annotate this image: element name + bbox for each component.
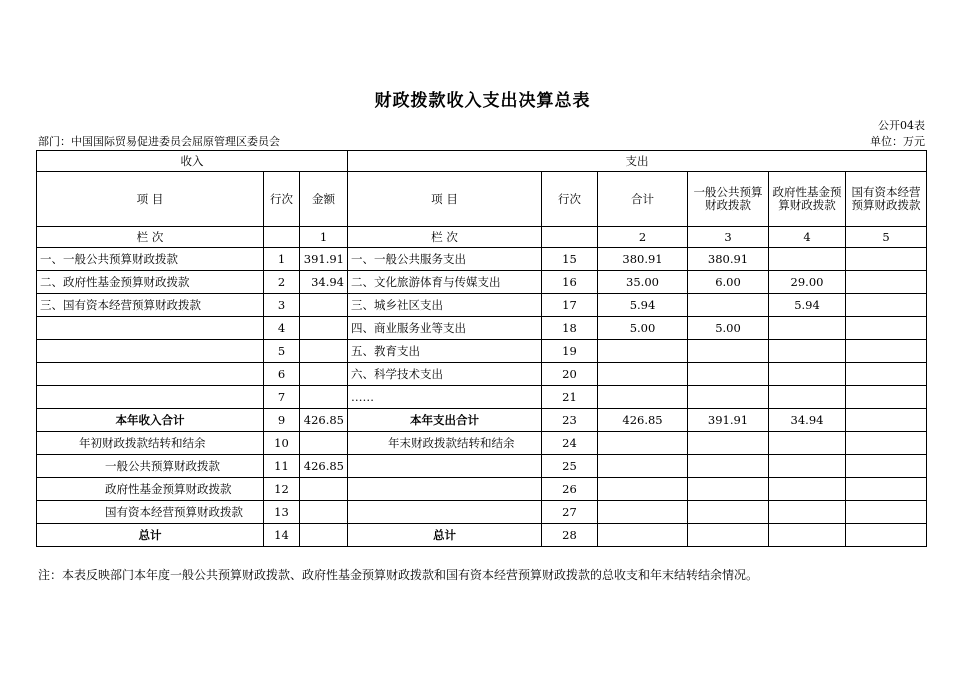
expense-item-cell: 总计 [348, 524, 542, 547]
income-line-no-cell: 1 [264, 248, 300, 271]
income-col-empty [264, 227, 300, 248]
state-capital-cell [846, 248, 927, 271]
income-item-cell: 年初财政拨款结转和结余 [37, 432, 264, 455]
expense-line-no-cell: 25 [542, 455, 598, 478]
income-item-cell: 一般公共预算财政拨款 [37, 455, 264, 478]
income-line-no-cell: 2 [264, 271, 300, 294]
table-row [37, 478, 927, 501]
expense-item-cell [348, 478, 542, 501]
general-budget-cell: 5.00 [688, 317, 769, 340]
general-budget-cell [688, 524, 769, 547]
page-title: 财政拨款收入支出决算总表 [374, 91, 591, 111]
income-amount-cell [300, 363, 348, 386]
fund-budget-cell [769, 340, 846, 363]
general-budget-cell: 6.00 [688, 271, 769, 294]
income-item-cell: 国有资本经营预算财政拨款 [37, 501, 264, 524]
total-amount-cell [598, 501, 688, 524]
income-amount-cell: 34.94 [300, 271, 348, 294]
income-item-header: 项 目 [37, 172, 264, 227]
expense-line-no-cell: 23 [542, 409, 598, 432]
income-line-no-cell: 5 [264, 340, 300, 363]
income-amount-cell [300, 432, 348, 455]
expense-line-no-header: 行次 [542, 172, 598, 227]
income-amount-header: 金额 [300, 172, 348, 227]
income-amount-cell [300, 317, 348, 340]
income-item-cell: 三、国有资本经营预算财政拨款 [37, 294, 264, 317]
income-item-cell: 总计 [37, 524, 264, 547]
general-budget-cell [688, 340, 769, 363]
state-capital-cell [846, 340, 927, 363]
fund-budget-cell: 34.94 [769, 409, 846, 432]
expense-item-cell: 本年支出合计 [348, 409, 542, 432]
income-line-no-cell: 12 [264, 478, 300, 501]
general-budget-cell [688, 432, 769, 455]
total-amount-cell [598, 478, 688, 501]
income-amount-cell [300, 478, 348, 501]
fund-budget-cell: 5.94 [769, 294, 846, 317]
state-capital-header: 国有资本经营预算财政拨款 [846, 172, 927, 227]
fund-budget-cell [769, 501, 846, 524]
general-budget-cell [688, 478, 769, 501]
state-capital-cell [846, 455, 927, 478]
table-row [37, 294, 927, 317]
expense-line-no-cell: 19 [542, 340, 598, 363]
table-row [37, 386, 927, 409]
department-label: 部门：中国国际贸易促进委员会屈原管理区委员会 [38, 135, 280, 148]
income-amount-cell [300, 340, 348, 363]
column-header-row [37, 172, 927, 227]
expense-line-no-cell: 21 [542, 386, 598, 409]
general-budget-cell [688, 294, 769, 317]
income-line-no-cell: 10 [264, 432, 300, 455]
general-budget-cell: 391.91 [688, 409, 769, 432]
table-row [37, 524, 927, 547]
income-line-no-cell: 6 [264, 363, 300, 386]
state-capital-cell [846, 524, 927, 547]
table-row [37, 455, 927, 478]
table-row [37, 340, 927, 363]
income-amount-cell: 426.85 [300, 455, 348, 478]
column-index-row [37, 227, 927, 248]
income-item-cell [37, 317, 264, 340]
general-budget-cell [688, 455, 769, 478]
income-line-no-cell: 14 [264, 524, 300, 547]
income-line-no-cell: 4 [264, 317, 300, 340]
expense-item-cell: 三、城乡社区支出 [348, 294, 542, 317]
expense-section-header: 支出 [348, 151, 927, 172]
col-index-1: 1 [300, 227, 348, 248]
expense-item-header: 项 目 [348, 172, 542, 227]
state-capital-cell [846, 386, 927, 409]
expense-line-no-cell: 20 [542, 363, 598, 386]
fund-budget-cell: 29.00 [769, 271, 846, 294]
section-header-row [37, 151, 927, 172]
table-row [37, 248, 927, 271]
expense-line-no-cell: 18 [542, 317, 598, 340]
general-budget-cell: 380.91 [688, 248, 769, 271]
table-row [37, 501, 927, 524]
expense-item-cell: 六、科学技术支出 [348, 363, 542, 386]
total-amount-cell [598, 432, 688, 455]
state-capital-cell [846, 271, 927, 294]
fund-budget-cell [769, 432, 846, 455]
table-row [37, 363, 927, 386]
col-index-4: 4 [769, 227, 846, 248]
state-capital-cell [846, 294, 927, 317]
general-budget-cell [688, 363, 769, 386]
expense-item-cell: …… [348, 386, 542, 409]
state-capital-cell [846, 363, 927, 386]
expense-item-cell: 四、商业服务业等支出 [348, 317, 542, 340]
table-body [37, 151, 927, 547]
col-index-3: 3 [688, 227, 769, 248]
total-amount-cell [598, 455, 688, 478]
state-capital-cell [846, 501, 927, 524]
expense-line-no-cell: 17 [542, 294, 598, 317]
expense-line-no-cell: 15 [542, 248, 598, 271]
table-row [37, 432, 927, 455]
expense-item-cell: 一、一般公共服务支出 [348, 248, 542, 271]
income-line-no-header: 行次 [264, 172, 300, 227]
income-item-cell [37, 340, 264, 363]
fund-budget-header: 政府性基金预算财政拨款 [769, 172, 846, 227]
total-amount-cell: 35.00 [598, 271, 688, 294]
total-header: 合计 [598, 172, 688, 227]
state-capital-cell [846, 432, 927, 455]
income-line-no-cell: 9 [264, 409, 300, 432]
unit-label: 单位：万元 [870, 135, 925, 148]
income-col-label: 栏 次 [37, 227, 264, 248]
budget-summary-table [36, 150, 927, 547]
general-budget-header: 一般公共预算财政拨款 [688, 172, 769, 227]
total-amount-cell [598, 524, 688, 547]
expense-col-empty [542, 227, 598, 248]
total-amount-cell: 426.85 [598, 409, 688, 432]
fund-budget-cell [769, 524, 846, 547]
expense-line-no-cell: 27 [542, 501, 598, 524]
total-amount-cell [598, 363, 688, 386]
table-footnote: 注：本表反映部门本年度一般公共预算财政拨款、政府性基金预算财政拨款和国有资本经营预算财政拨款的总收支和年末结转结余情况。 [38, 568, 759, 582]
general-budget-cell [688, 386, 769, 409]
total-amount-cell: 5.94 [598, 294, 688, 317]
total-amount-cell: 380.91 [598, 248, 688, 271]
income-item-cell: 本年收入合计 [37, 409, 264, 432]
income-item-cell: 一、一般公共预算财政拨款 [37, 248, 264, 271]
expense-col-label: 栏 次 [348, 227, 542, 248]
income-amount-cell: 426.85 [300, 409, 348, 432]
total-amount-cell [598, 386, 688, 409]
income-line-no-cell: 13 [264, 501, 300, 524]
income-amount-cell [300, 294, 348, 317]
table-row [37, 317, 927, 340]
col-index-2: 2 [598, 227, 688, 248]
income-item-cell: 二、政府性基金预算财政拨款 [37, 271, 264, 294]
income-item-cell: 政府性基金预算财政拨款 [37, 478, 264, 501]
income-item-cell [37, 386, 264, 409]
fund-budget-cell [769, 248, 846, 271]
form-number: 公开04表 [878, 119, 925, 132]
expense-item-cell: 年末财政拨款结转和结余 [348, 432, 542, 455]
income-line-no-cell: 3 [264, 294, 300, 317]
state-capital-cell [846, 478, 927, 501]
income-section-header: 收入 [37, 151, 348, 172]
total-amount-cell [598, 340, 688, 363]
state-capital-cell [846, 317, 927, 340]
expense-item-cell [348, 501, 542, 524]
income-line-no-cell: 11 [264, 455, 300, 478]
expense-line-no-cell: 24 [542, 432, 598, 455]
general-budget-cell [688, 501, 769, 524]
table-row [37, 409, 927, 432]
income-amount-cell [300, 386, 348, 409]
fund-budget-cell [769, 478, 846, 501]
income-item-cell [37, 363, 264, 386]
expense-item-cell [348, 455, 542, 478]
fund-budget-cell [769, 386, 846, 409]
expense-line-no-cell: 28 [542, 524, 598, 547]
income-line-no-cell: 7 [264, 386, 300, 409]
fund-budget-cell [769, 317, 846, 340]
col-index-5: 5 [846, 227, 927, 248]
income-amount-cell: 391.91 [300, 248, 348, 271]
income-amount-cell [300, 501, 348, 524]
fund-budget-cell [769, 455, 846, 478]
table-row [37, 271, 927, 294]
state-capital-cell [846, 409, 927, 432]
expense-item-cell: 二、文化旅游体育与传媒支出 [348, 271, 542, 294]
total-amount-cell: 5.00 [598, 317, 688, 340]
expense-line-no-cell: 26 [542, 478, 598, 501]
expense-item-cell: 五、教育支出 [348, 340, 542, 363]
expense-line-no-cell: 16 [542, 271, 598, 294]
income-amount-cell [300, 524, 348, 547]
fund-budget-cell [769, 363, 846, 386]
